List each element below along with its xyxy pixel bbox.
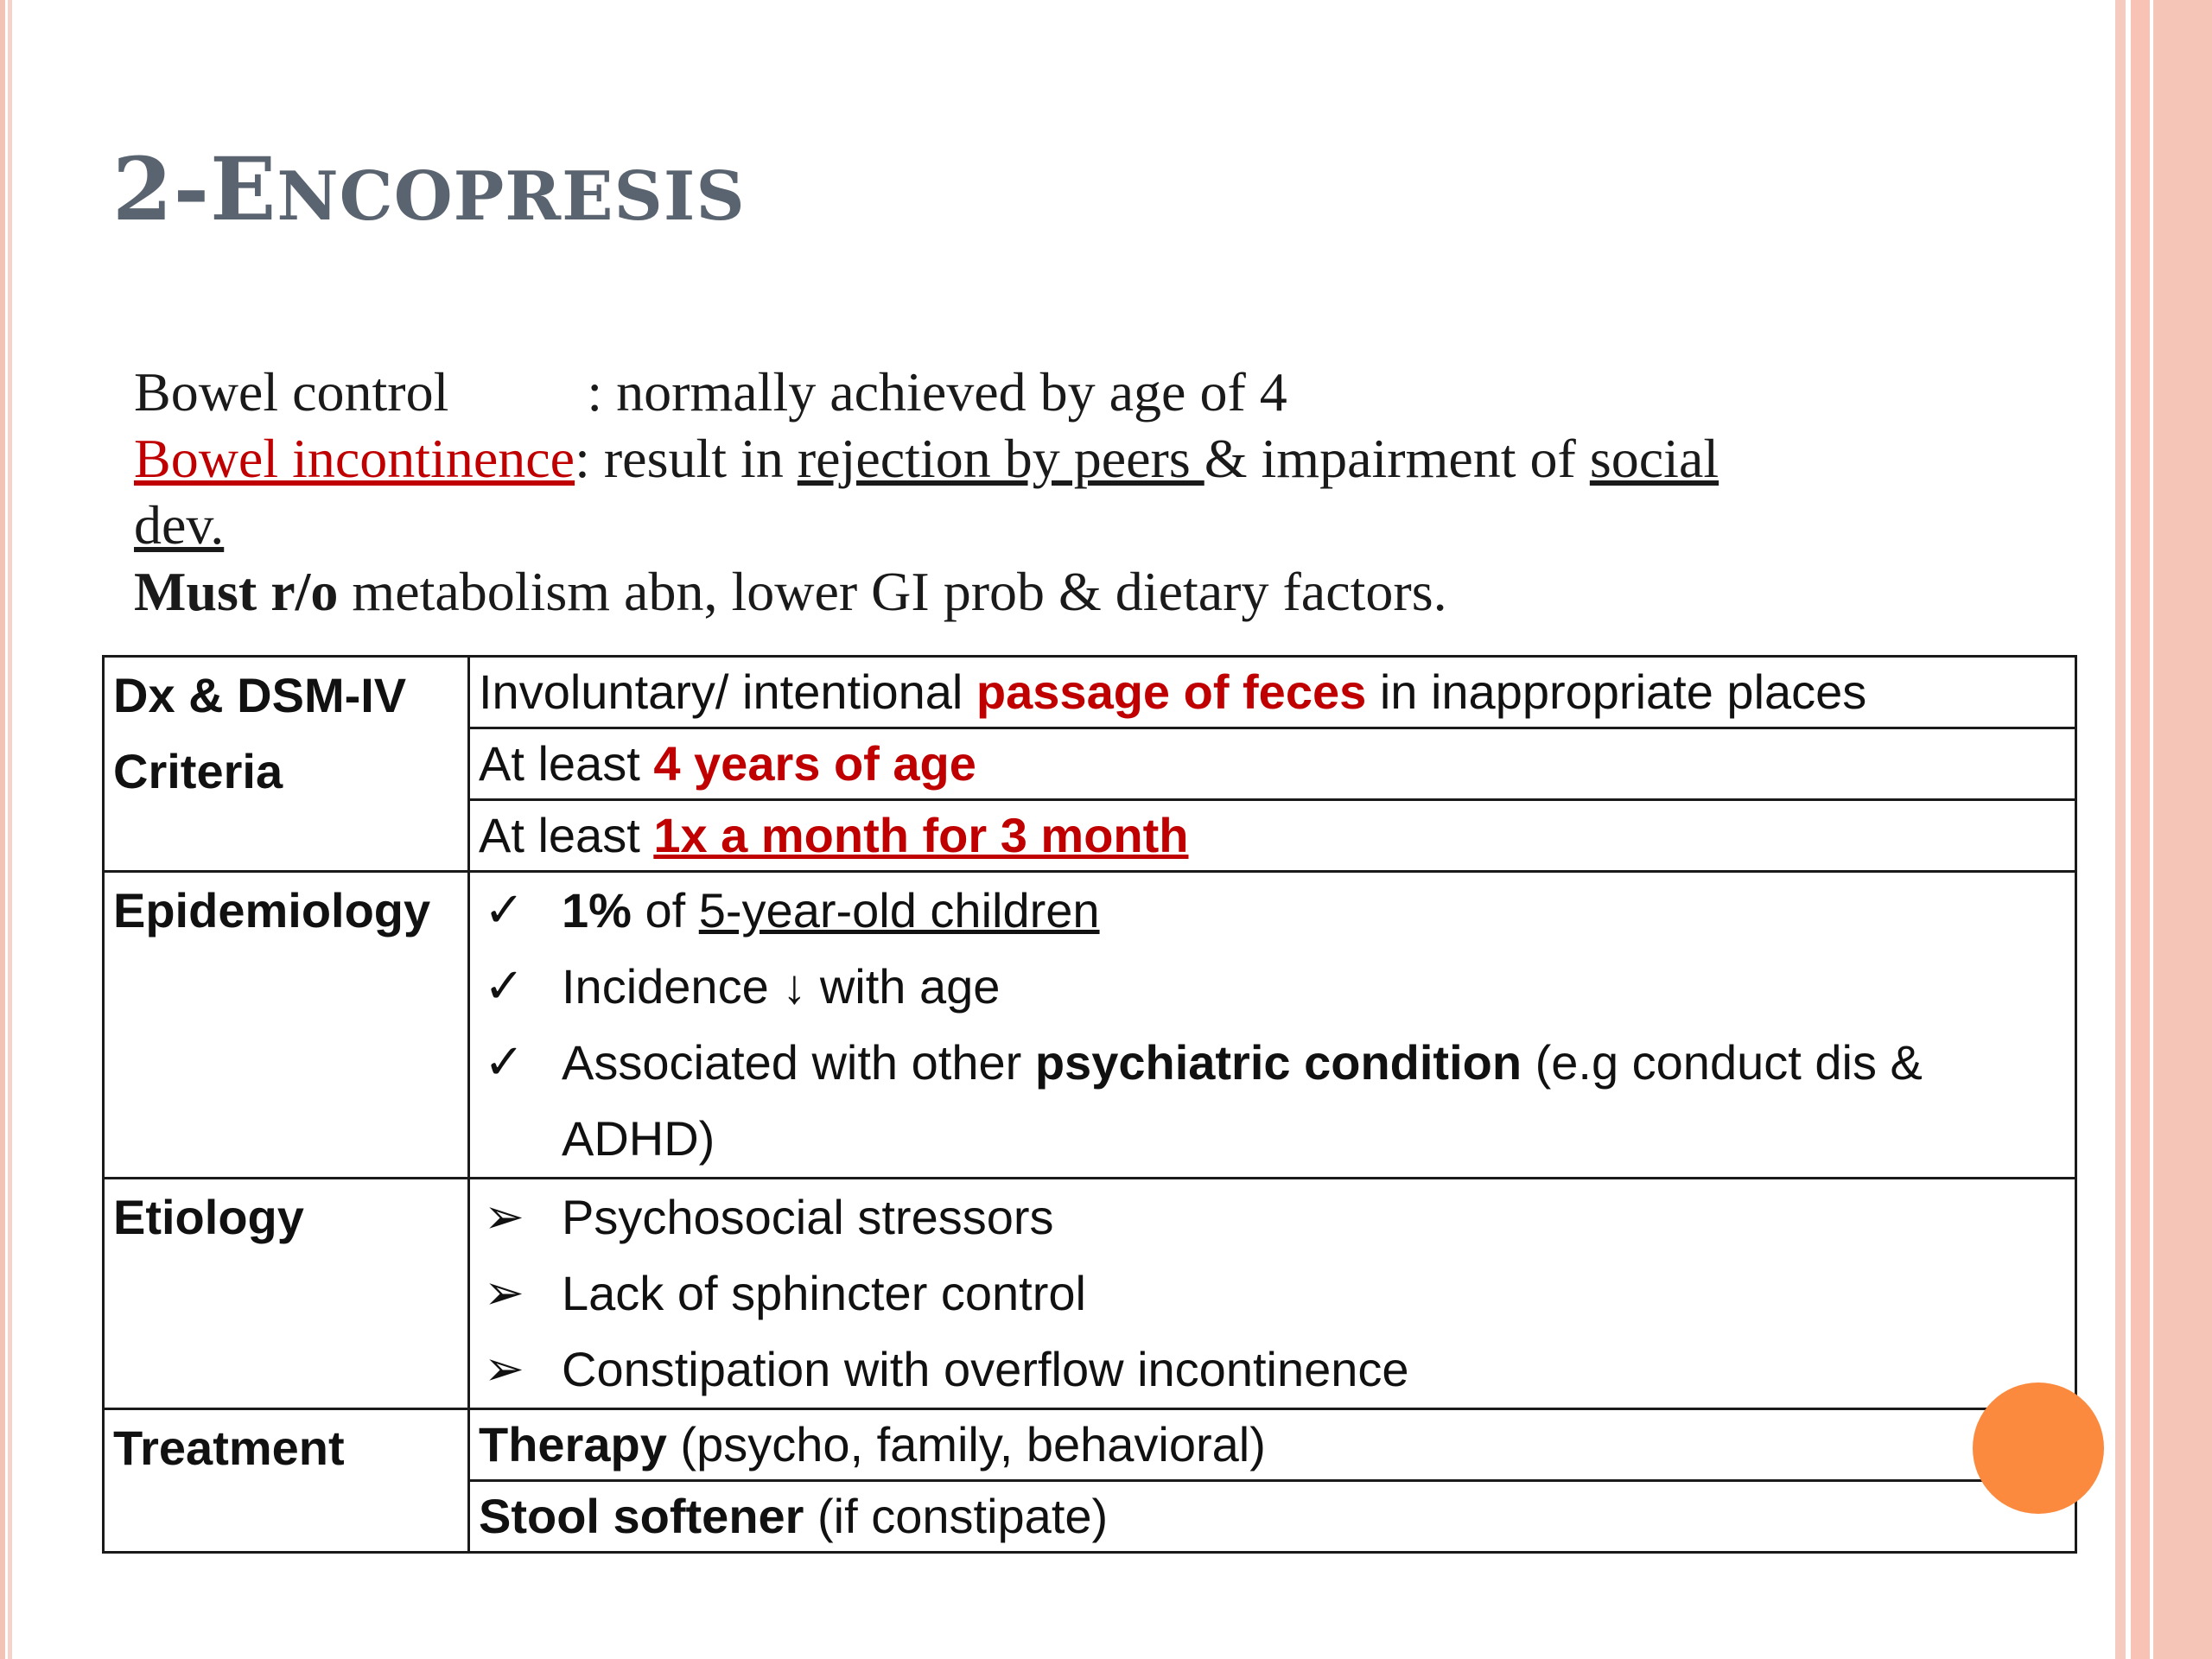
encopresis-table [102, 655, 2077, 1554]
intro-line-must-ro: Must r/o metabolism abn, lower GI prob & dietary factors. [134, 561, 1447, 622]
check-icon: ✓ [484, 1034, 524, 1090]
dx-criterion-2: At least 4 years of age [469, 728, 2076, 800]
epidemiology-list [479, 873, 2066, 1177]
list-item: ➢ Lack of sphincter control [479, 1255, 2066, 1332]
treatment-item-1: Therapy (psycho, family, behavioral) [469, 1409, 2076, 1481]
etiology-cell [469, 1179, 2076, 1409]
check-icon: ✓ [484, 958, 524, 1014]
arrow-bullet-icon: ➢ [484, 1189, 524, 1245]
slide-title: 2-ENCOPRESIS [112, 138, 746, 240]
etiology-header-cell: Etiology [104, 1179, 469, 1409]
list-item: ✓ Incidence ↓ with age [479, 949, 2066, 1025]
left-border-decoration [0, 0, 12, 1659]
epidemiology-cell [469, 872, 2076, 1179]
treatment-header-cell: Treatment [104, 1409, 469, 1553]
intro-text [134, 359, 1992, 625]
dx-criterion-1: Involuntary/ intentional passage of feces in inappropriate places [469, 657, 2076, 728]
check-icon: ✓ [484, 882, 524, 938]
table-row [104, 872, 2076, 1179]
list-item: ✓ 1% of 5-year-old children [479, 873, 2066, 949]
dx-criterion-3: At least 1x a month for 3 month [469, 800, 2076, 872]
intro-line-bowel-control: Bowel control : normally achieved by age of 4 [134, 361, 1287, 423]
dx-header-cell: Dx & DSM-IV Criteria [104, 657, 469, 872]
list-item: ➢ Psychosocial stressors [479, 1179, 2066, 1255]
list-item: ✓ Associated with other psychiatric condition (e.g conduct dis & ADHD) [479, 1025, 2066, 1177]
epidemiology-header-cell: Epidemiology [104, 872, 469, 1179]
intro-line-bowel-incontinence: Bowel incontinence: result in rejection by peers & impairment of social [134, 428, 1719, 489]
arrow-bullet-icon: ➢ [484, 1265, 524, 1321]
table-row [104, 1409, 2076, 1481]
table-row [104, 1179, 2076, 1409]
right-border-decoration [2108, 0, 2212, 1659]
intro-line-dev: dev. [134, 494, 225, 556]
table-row [104, 657, 2076, 728]
orange-circle-decoration [1973, 1382, 2104, 1514]
list-item: ➢ Constipation with overflow incontinence [479, 1332, 2066, 1408]
treatment-item-2: Stool softener (if constipate) [469, 1481, 2076, 1553]
etiology-list [479, 1179, 2066, 1408]
arrow-bullet-icon: ➢ [484, 1341, 524, 1397]
